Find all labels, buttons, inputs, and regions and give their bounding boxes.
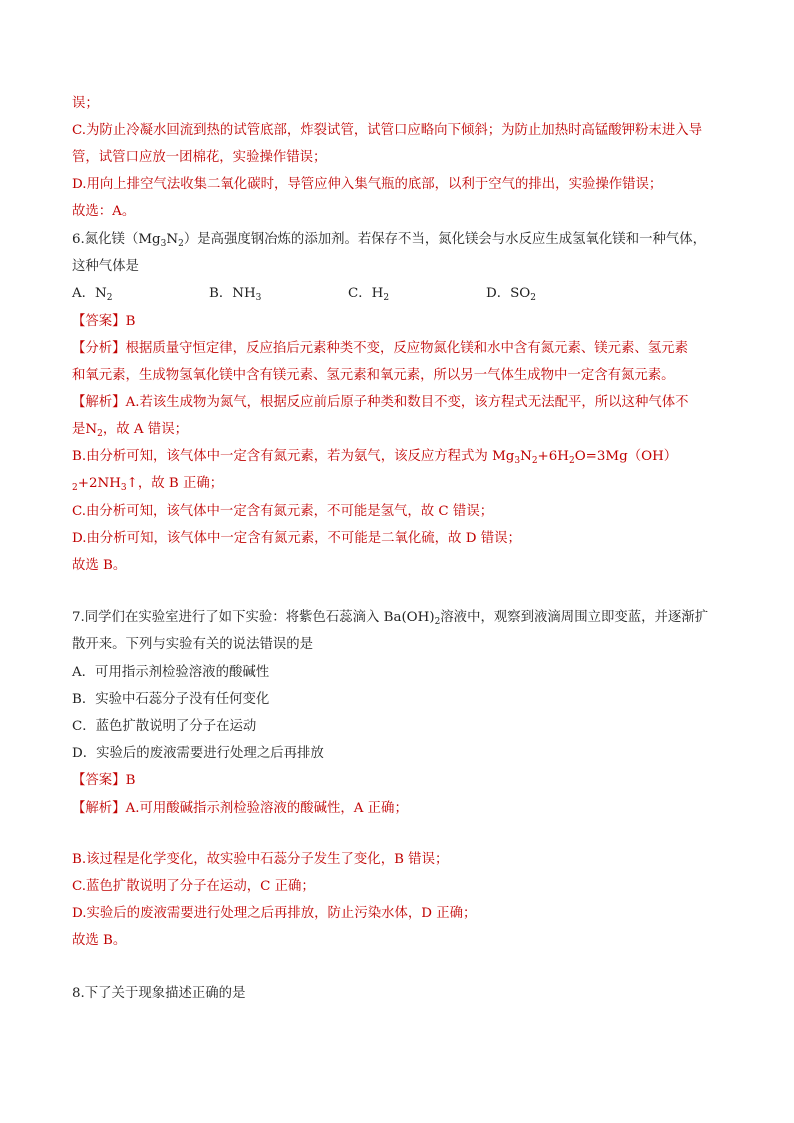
q7-explain-line3: C.蓝色扩散说明了分子在运动，C 正确； [72, 879, 315, 894]
q6-analysis-line2: 和氧元素，生成物氢氧化镁中含有镁元素、氢元素和氧元素，所以另一气体生成物中一定含有氮元素。 [72, 368, 675, 383]
text-line: 误； [72, 96, 99, 111]
text-line: C.为防止冷凝水回流到热的试管底部，炸裂试管，试管口应略向下倾斜；为防止加热时高锰酸钾粉末进入导 [72, 123, 702, 138]
q6-option-a: A．$N_2$ [72, 286, 113, 303]
q6-stem-line2: 这种气体是 [72, 259, 139, 274]
q6-explain-line4: $_2+2NH_3↑$，故 B 正确； [72, 476, 224, 493]
q7-option-b: B．实验中石蕊分子没有任何变化 [72, 692, 270, 707]
q7-option-c: C．蓝色扩散说明了分子在运动 [72, 719, 257, 734]
q7-explain-line2: B.该过程是化学变化，故实验中石蕊分子发生了变化，B 错误； [72, 852, 449, 867]
q6-explain-line7: 故选 B。 [72, 558, 127, 573]
q7-answer: 【答案】B [72, 773, 136, 788]
q6-explain-line2: 是$N_2$，故 A 错误； [72, 422, 188, 439]
q6-analysis-line1: 【分析】根据质量守恒定律，反应掐后元素种类不变，反应物氮化镁和水中含有氮元素、镁元素、氢元素 [72, 341, 688, 356]
q7-option-a: A．可用指示剂检验溶液的酸碱性 [72, 665, 270, 680]
q6-explain-line6: D.由分析可知，该气体中一定含有氮元素，不可能是二氧化硫，故 D 错误； [72, 531, 521, 546]
q6-option-b: B．$NH_3$ [209, 286, 262, 303]
q7-stem-line1: 7.同学们在实验室进行了如下实验：将紫色石蕊滴入 $Ba(OH)_2$溶液中，观察到液滴周围立即变蓝，并逐渐扩 [72, 610, 709, 627]
q6-options [72, 285, 732, 303]
q7-explain-line1: 【解析】A.可用酸碱指示剂检验溶液的酸碱性，A 正确； [72, 801, 408, 816]
q7-explain-line4: D.实验后的废液需要进行处理之后再排放，防止污染水体，D 正确； [72, 906, 477, 921]
text-line: 管，试管口应放一团棉花，实验操作错误； [72, 150, 327, 165]
q6-explain-line5: C.由分析可知，该气体中一定含有氮元素，不可能是氢气，故 C 错误； [72, 504, 494, 519]
text-line: D.用向上排空气法收集二氧化碳时，导管应伸入集气瓶的底部，以利于空气的排出，实验操作错误； [72, 177, 663, 192]
q6-explain-line1: 【解析】A.若该生成物为氮气，根据反应前后原子种类和数目不变，该方程式无法配平，所以这种气体不 [72, 395, 689, 410]
text-line: 故选：A。 [72, 204, 136, 219]
q6-stem-line1: 6.氮化镁$(Mg_3N_2)$是高强度钢冶炼的添加剂。若保存不当，氮化镁会与水反应生成氢氧化镁和一种气体， [72, 232, 707, 249]
q6-answer: 【答案】B [72, 314, 136, 329]
q6-explain-line3: B.由分析可知，该气体中一定含有氮元素，若为氨气，该反应方程式为 $Mg_3N_2+6H_2O=3Mg(OH)$ [72, 449, 678, 466]
q7-stem-line2: 散开来。下列与实验有关的说法错误的是 [72, 637, 314, 652]
q7-option-d: D．实验后的废液需要进行处理之后再排放 [72, 746, 324, 761]
q8-stem: 8.下了关于现象描述正确的是 [72, 986, 246, 1001]
q6-option-c: C．$H_2$ [348, 286, 390, 303]
q6-option-d: D．$SO_2$ [486, 286, 537, 303]
q7-explain-line5: 故选 B。 [72, 933, 127, 948]
